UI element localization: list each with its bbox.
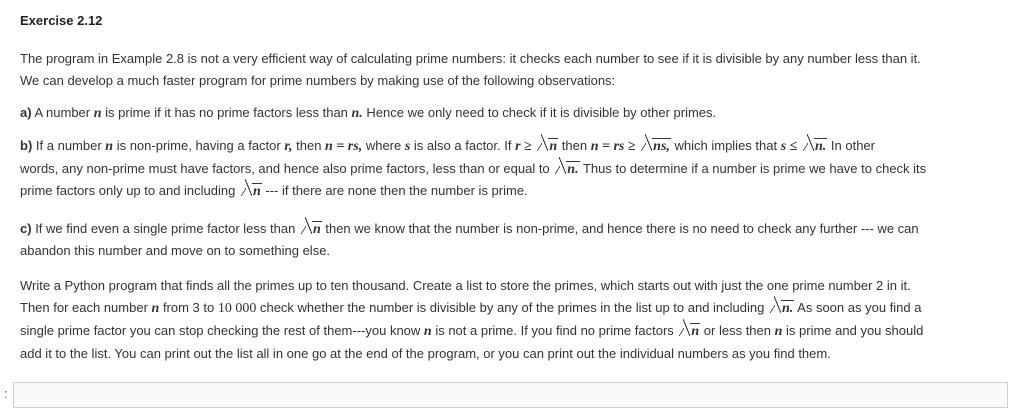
math-var-n: n (151, 301, 160, 316)
part-a-paragraph (20, 102, 1005, 125)
task-text: is not a prime. If you find no prime factors (431, 323, 678, 338)
task-text: As soon as you find a (794, 300, 922, 315)
sqrt-radicand: n. (567, 162, 579, 177)
part-b-text: --- if there are none then the number is prime. (261, 183, 528, 198)
sqrt-radicand: ns, (653, 139, 670, 154)
part-c-text: abandon this number and move on to something else. (20, 243, 331, 258)
sqrt-symbol (537, 135, 558, 157)
sqrt-radicand: n (252, 184, 261, 199)
sqrt-symbol (803, 135, 827, 157)
part-a-text-1: A number (34, 105, 94, 120)
part-b-text: In other (827, 138, 875, 153)
sqrt-symbol (555, 158, 579, 180)
part-b-text: which implies that (670, 138, 781, 153)
sqrt-symbol (679, 320, 700, 342)
intro-paragraph (20, 48, 1005, 92)
math-var-n: n (423, 324, 432, 339)
sqrt-symbol (301, 218, 322, 240)
part-b-text: then (558, 138, 591, 153)
part-c-label: c) (20, 221, 32, 236)
math-var-s: s (404, 139, 411, 154)
part-b-label: b) (20, 138, 33, 153)
sqrt-radicand: n (549, 139, 558, 154)
part-b-text: is non-prime, having a factor (113, 138, 285, 153)
task-text: check whether the number is divisible by any of the primes in the list up to and including (256, 300, 768, 315)
intro-line-1: The program in Example 2.8 is not a very efficient way of calculating prime numbers: it checks each number to see if it is divisible by any number less than it. (20, 51, 921, 66)
part-b-text: Thus to determine if a number is prime we have to check its (579, 161, 927, 176)
sqrt-symbol (241, 180, 262, 202)
math-equation: n = rs, (325, 139, 363, 154)
math-var-n: n (105, 139, 114, 154)
sqrt-symbol (770, 297, 794, 319)
part-a-text-3: Hence we only need to check if it is divisible by other primes. (362, 105, 717, 120)
math-inequality: s ≤ (780, 139, 798, 154)
part-c-text: then we know that the number is non-prime, and hence there is no need to check any further --- we can (321, 221, 919, 236)
part-a-label: a) (20, 105, 32, 120)
math-var-r: r, (284, 139, 293, 154)
answer-colon: : (4, 386, 8, 401)
math-equation: n = rs ≥ (590, 139, 636, 154)
task-text: from 3 to (159, 300, 218, 315)
sqrt-radicand: n. (814, 139, 827, 154)
sqrt-radicand: n (312, 222, 321, 237)
sqrt-radicand: n (691, 324, 700, 339)
sqrt-symbol (641, 135, 671, 157)
task-text: Write a Python program that finds all the primes up to ten thousand. Create a list to store the primes, which starts out with just the one prime number 2 in it. (20, 278, 911, 293)
task-text: Then for each number (20, 300, 152, 315)
part-b-text: then (292, 138, 326, 153)
part-b-text: words, any non-prime must have factors, and hence also prime factors, less than or equal to (20, 161, 554, 176)
intro-line-2: We can develop a much faster program for prime numbers by making use of the following observations: (20, 73, 616, 88)
answer-input[interactable] (13, 382, 1008, 408)
part-c-text: If we find even a single prime factor less than (35, 221, 299, 236)
part-b-text: If a number (35, 138, 106, 153)
task-text: single prime factor you can stop checking the rest of them---you know (20, 323, 424, 338)
task-text: add it to the list. You can print out the list all in one go at the end of the program, or you can print out the individual numbers as you find them. (20, 346, 831, 361)
exercise-title: Exercise 2.12 (20, 13, 103, 28)
part-b-paragraph (20, 135, 1005, 202)
math-var-n: n (93, 106, 102, 121)
math-var-n: n (774, 324, 783, 339)
task-text: is prime and you should (782, 323, 924, 338)
math-var-n: n. (351, 106, 363, 121)
part-a-text-2: is prime if it has no prime factors less than (101, 105, 352, 120)
math-number: 10 000 (217, 301, 257, 316)
part-b-text: where (362, 138, 405, 153)
part-b-text: prime factors only up to and including (20, 183, 239, 198)
math-inequality: r ≥ (515, 139, 532, 154)
part-c-paragraph (20, 218, 1005, 262)
task-paragraph (20, 275, 1005, 365)
sqrt-radicand: n. (781, 301, 794, 316)
part-b-text: is also a factor. If (410, 138, 516, 153)
task-text: or less then (700, 323, 775, 338)
